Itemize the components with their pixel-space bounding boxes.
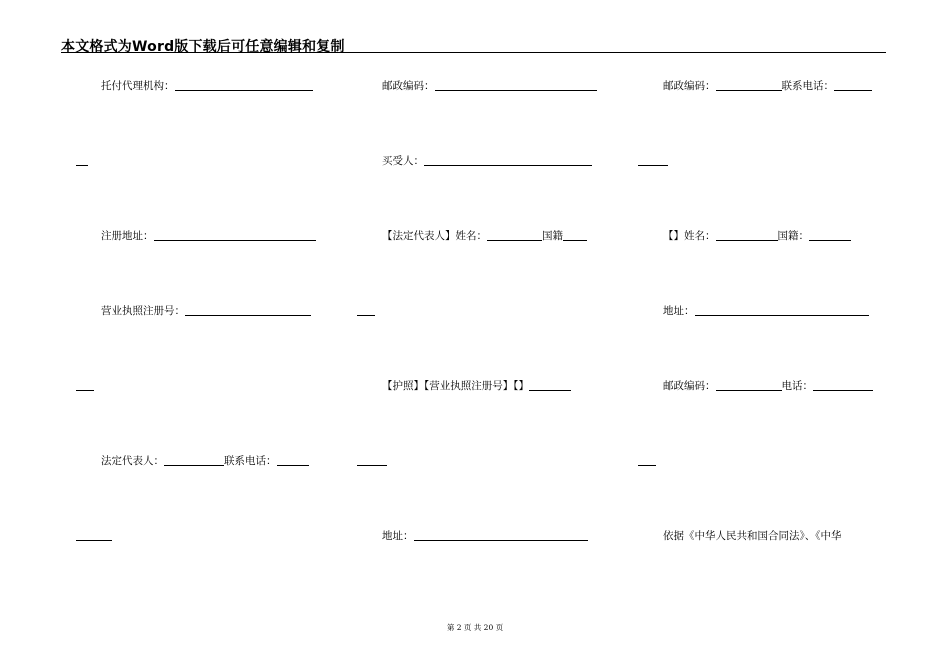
agency-continuation	[76, 154, 88, 168]
seller-phone2-blank[interactable]	[813, 380, 873, 391]
passport-line	[382, 379, 571, 393]
seller-postcode-label: 邮政编码：	[663, 80, 716, 92]
legal-rep-name-line	[382, 229, 587, 243]
seller-address-label: 地址：	[663, 305, 695, 317]
seller-address-line	[663, 304, 869, 318]
nationality-blank[interactable]	[563, 230, 587, 241]
agency-label: 托付代理机构：	[101, 80, 175, 92]
seller-phone2-label: 电话：	[781, 380, 813, 392]
seller-phone-label: 联系电话：	[781, 80, 834, 92]
reg-addr-label: 注册地址：	[101, 230, 154, 242]
seller-name-label: 【】姓名：	[663, 230, 716, 242]
phone-blank[interactable]	[277, 455, 309, 466]
biz-license-label: 营业执照注册号：	[101, 305, 185, 317]
buyer-line	[382, 154, 592, 168]
phone-label: 联系电话：	[224, 455, 277, 467]
address-line	[382, 529, 588, 543]
passport-blank[interactable]	[529, 380, 571, 391]
header-rule	[61, 52, 886, 53]
address-label: 地址：	[382, 530, 414, 542]
legal-rep-line	[101, 454, 309, 468]
seller-postcode-line	[663, 79, 872, 93]
reg-addr-line	[101, 229, 316, 243]
seller-nationality-label: 国籍：	[777, 230, 809, 242]
phone-continuation	[76, 529, 112, 543]
legal-rep-name-label: 【法定代表人】姓名：	[382, 230, 487, 242]
document-header: 本文格式为Word版下载后可任意编辑和复制	[61, 39, 345, 55]
nationality-blank-cont[interactable]	[357, 305, 375, 316]
buyer-label: 买受人：	[382, 155, 424, 167]
legal-rep-label: 法定代表人：	[101, 455, 164, 467]
agency-blank[interactable]	[175, 80, 313, 91]
seller-postcode-blank[interactable]	[716, 80, 782, 91]
biz-license-blank[interactable]	[185, 305, 311, 316]
agency-blank-cont[interactable]	[76, 155, 88, 166]
seller-nationality-blank[interactable]	[809, 230, 851, 241]
seller-phone-continuation	[638, 154, 668, 168]
postcode-blank[interactable]	[435, 80, 597, 91]
agency-line	[101, 79, 313, 93]
seller-phone2-continuation	[638, 454, 656, 468]
seller-address-blank[interactable]	[695, 305, 869, 316]
nationality-continuation	[357, 304, 375, 318]
basis-text: 依据《中华人民共和国合同法》、《中华	[663, 530, 842, 542]
seller-postcode2-line	[663, 379, 873, 393]
biz-license-continuation	[76, 379, 94, 393]
postcode-label: 邮政编码：	[382, 80, 435, 92]
seller-phone2-blank-cont[interactable]	[638, 455, 656, 466]
nationality-label: 国籍	[542, 230, 563, 242]
passport-label: 【护照】【营业执照注册号】【】	[382, 380, 529, 392]
seller-postcode2-blank[interactable]	[716, 380, 782, 391]
address-blank[interactable]	[414, 530, 588, 541]
legal-rep-name-blank[interactable]	[487, 230, 542, 241]
postcode-line	[382, 79, 597, 93]
buyer-blank[interactable]	[424, 155, 592, 166]
biz-license-blank-cont[interactable]	[76, 380, 94, 391]
legal-rep-blank[interactable]	[164, 455, 224, 466]
seller-name-blank[interactable]	[716, 230, 778, 241]
passport-blank-cont[interactable]	[357, 455, 387, 466]
passport-continuation	[357, 454, 387, 468]
seller-phone-blank-cont[interactable]	[638, 155, 668, 166]
reg-addr-blank[interactable]	[154, 230, 316, 241]
biz-license-line	[101, 304, 311, 318]
seller-phone-blank[interactable]	[834, 80, 872, 91]
page-number: 第 2 页 共 20 页	[446, 623, 504, 632]
seller-name-line	[663, 229, 851, 243]
seller-postcode2-label: 邮政编码：	[663, 380, 716, 392]
phone-blank-cont[interactable]	[76, 530, 112, 541]
